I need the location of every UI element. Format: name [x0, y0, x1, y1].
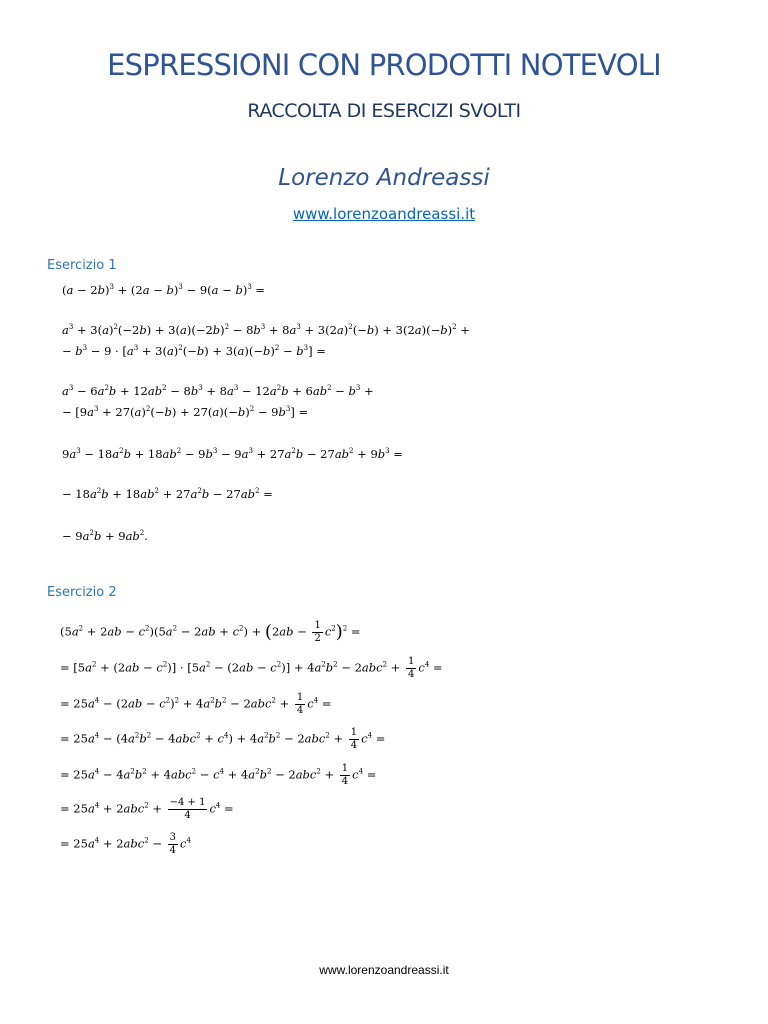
exercise-2-line-2: = $[5a^2 + (2ab - c^2)] \cdot [5a^2 - (2ab - c^2)] + 4a^2b^2 - 2abc^2$ + $\frac{1}{4}$ $c^4$ =	[60, 656, 443, 680]
exercise-1-line-2: $a^3 + 3(a)^2(-2b) + 3(a)(-2b)^2 - 8b^3 + 8a^3 + 3(2a)^2(-b) + 3(2a)(-b)^2$ +	[62, 323, 470, 337]
exercise-1-line-3: − $b^3 - 9 \cdot [a^3 + 3(a)^2(-b) + 3(a)(-b)^2 - b^3]$ =	[62, 344, 326, 358]
exercise-1-heading: Esercizio 1	[47, 258, 117, 273]
exercise-2-line-3: = $25a^4 - (2ab - c^2)^2 + 4a^2b^2 - 2abc^2$ + $\frac{1}{4}$ $c^4$ =	[60, 692, 332, 716]
author-website-link[interactable]: www.lorenzoandreassi.it	[292, 205, 476, 223]
exercise-1-line-7: − $18a^2b + 18ab^2 + 27a^2b - 27ab^2$ =	[62, 487, 273, 501]
exercise-2-line-4: = $25a^4 - (4a^2b^2 - 4abc^2 + c^4) + 4a^2b^2 - 2abc^2$ + $\frac{1}{4}$ $c^4$ =	[60, 727, 386, 751]
footer-website: www.lorenzoandreassi.it	[319, 963, 449, 977]
author-name: Lorenzo Andreassi	[278, 165, 490, 191]
exercise-1-line-5: − $[9a^3 + 27(a)^2(-b) + 27(a)(-b)^2 - 9b^3]$ =	[62, 405, 309, 419]
exercise-2-heading: Esercizio 2	[47, 585, 117, 600]
exercise-1-line-1: $(a - 2b)^3 + (2a - b)^3 - 9(a - b)^3$ =	[62, 283, 266, 297]
document-title: ESPRESSIONI CON PRODOTTI NOTEVOLI	[107, 48, 661, 82]
exercise-2-line-6: = $25a^4 + 2abc^2$ + $\frac{-4 + 1}{4}$ $c^4$ =	[60, 797, 234, 821]
exercise-2-line-5: = $25a^4 - 4a^2b^2 + 4abc^2 - c^4 + 4a^2b^2 - 2abc^2$ + $\frac{1}{4}$ $c^4$ =	[60, 763, 377, 787]
exercise-2-line-7: = $25a^4 + 2abc^2$ − $\frac{3}{4}$ $c^4$	[60, 832, 191, 856]
exercise-1-line-8: − $9a^2b + 9ab^2$.	[62, 529, 148, 543]
document-subtitle: RACCOLTA DI ESERCIZI SVOLTI	[247, 100, 521, 122]
exercise-1-line-6: $9a^3 - 18a^2b + 18ab^2 - 9b^3 - 9a^3 + 27a^2b - 27ab^2 + 9b^3$ =	[62, 447, 403, 461]
exercise-1-line-4: $a^3 - 6a^2b + 12ab^2 - 8b^3 + 8a^3 - 12a^2b + 6ab^2 - b^3$ +	[62, 384, 374, 398]
exercise-2-line-1: $(5a^2 + 2ab - c^2)(5a^2 - 2ab + c^2) + (2ab$ − $\frac{1}{2}$ $c^2)^2$ =	[60, 620, 361, 644]
